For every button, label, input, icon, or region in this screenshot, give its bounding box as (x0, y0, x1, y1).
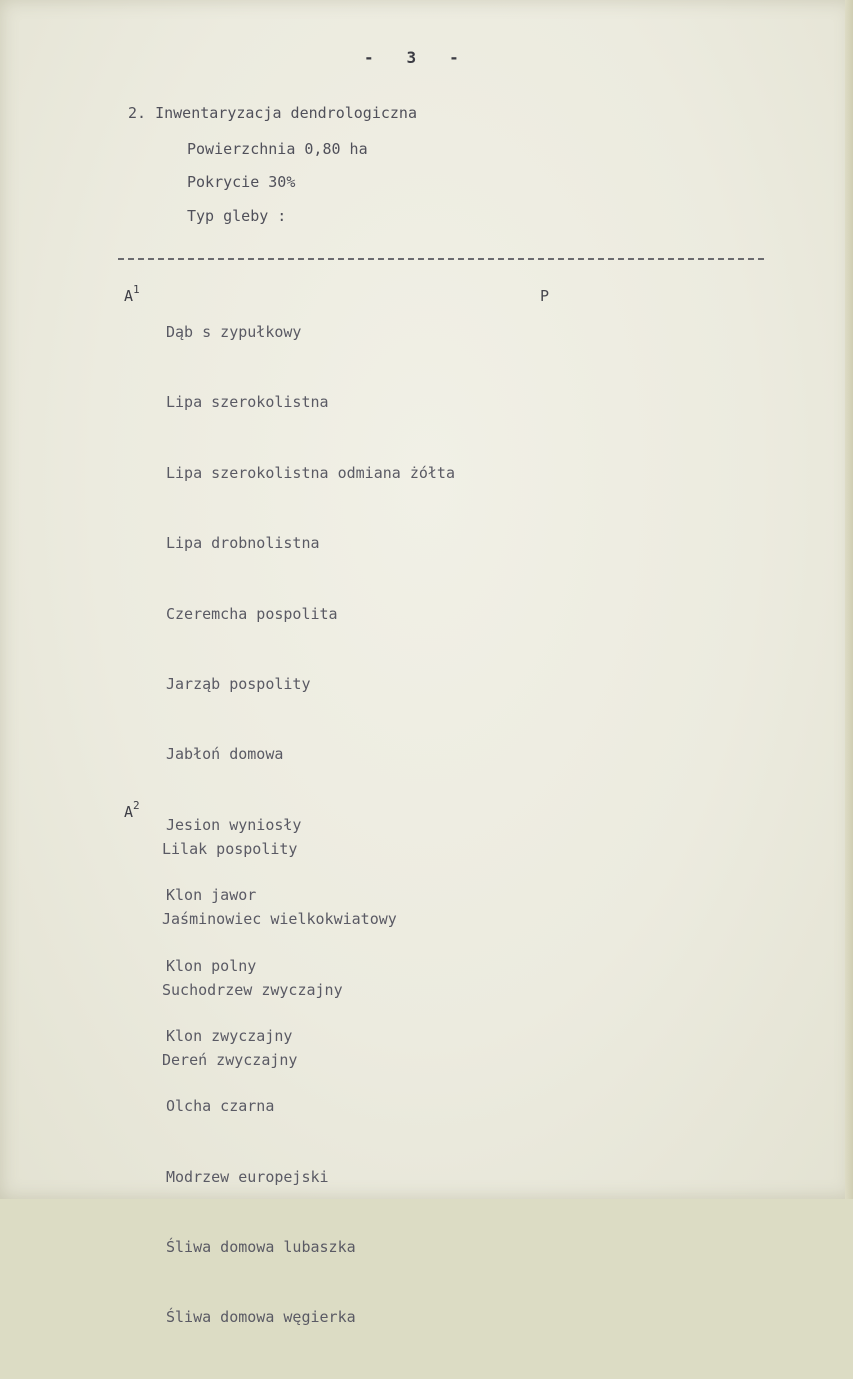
page-number: - 3 - (364, 48, 460, 67)
list-item: Dereń zwyczajny (162, 1051, 298, 1070)
soil-type-line: Typ gleby : (187, 207, 287, 225)
list-item: Jabłoń domowa (166, 745, 284, 764)
group-letter: A (124, 803, 134, 821)
species-list-a2 (162, 804, 397, 1122)
section-title: 2. Inwentaryzacja dendrologiczna (128, 104, 417, 122)
group-label-a2 (124, 801, 140, 821)
divider-line (118, 258, 764, 260)
list-item: Lipa szerokolistna odmiana żółta (166, 463, 455, 482)
group-label-a1 (124, 285, 140, 305)
list-item: Jaśminowiec wielkokwiatowy (162, 910, 397, 929)
list-item: Modrzew europejski (166, 1167, 329, 1186)
list-item: Jesion wyniosły (166, 815, 302, 834)
column-header-p: P (540, 287, 550, 305)
area-line: Powierzchnia 0,80 ha (187, 140, 368, 158)
list-item: Klon polny (166, 956, 257, 975)
list-item: Klon zwyczajny (166, 1026, 293, 1045)
group-superscript: 2 (133, 799, 140, 812)
list-item: Dąb s zypułkowy (166, 323, 302, 341)
list-item: Jarząb pospolity (166, 674, 311, 693)
list-item: Lilak pospolity (162, 840, 298, 858)
group-superscript: 1 (133, 283, 140, 296)
paper-edge (845, 0, 853, 1199)
list-item: Suchodrzew zwyczajny (162, 980, 343, 999)
list-item: Lipa drobnolistna (166, 534, 320, 553)
list-item: Klon jawor (166, 886, 257, 905)
list-item: Lipa szerokolistna (166, 393, 329, 412)
list-item: Olcha czarna (166, 1097, 275, 1116)
list-item: Śliwa domowa węgierka (166, 1308, 356, 1327)
list-item: Śliwa domowa lubaszka (166, 1238, 356, 1257)
list-item: Czeremcha pospolita (166, 604, 338, 623)
coverage-line: Pokrycie 30% (187, 173, 296, 191)
group-letter: A (124, 287, 134, 305)
